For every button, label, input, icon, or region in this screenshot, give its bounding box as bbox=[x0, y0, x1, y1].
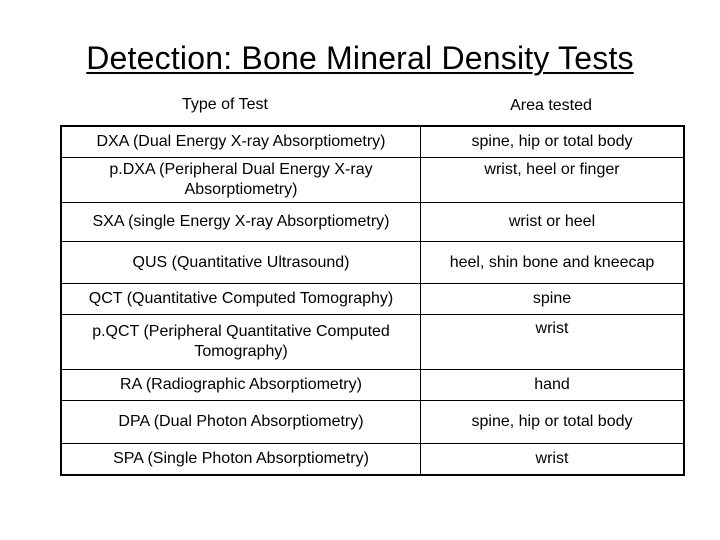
table-row bbox=[61, 203, 684, 242]
table-row bbox=[61, 242, 684, 284]
test-type-cell: QCT (Quantitative Computed Tomography) bbox=[61, 284, 421, 315]
test-type-cell: QUS (Quantitative Ultrasound) bbox=[61, 242, 421, 284]
table-row bbox=[61, 158, 684, 203]
bone-density-tests-table bbox=[60, 125, 685, 476]
table-row bbox=[61, 401, 684, 444]
page-title: Detection: Bone Mineral Density Tests bbox=[86, 40, 634, 76]
area-tested-cell: wrist or heel bbox=[421, 203, 685, 242]
area-tested-cell: wrist bbox=[421, 315, 685, 370]
area-tested-cell: spine, hip or total body bbox=[421, 126, 685, 158]
table-row bbox=[61, 126, 684, 158]
test-type-cell: p.DXA (Peripheral Dual Energy X-ray Absorptiometry) bbox=[61, 158, 421, 203]
area-tested-cell: heel, shin bone and kneecap bbox=[421, 242, 685, 284]
table-row bbox=[61, 370, 684, 401]
table-row bbox=[61, 284, 684, 315]
column-header-type: Type of Test bbox=[182, 96, 268, 113]
column-header-area: Area tested bbox=[510, 97, 592, 114]
test-type-cell: p.QCT (Peripheral Quantitative Computed Tomography) bbox=[61, 315, 421, 370]
test-type-cell: DPA (Dual Photon Absorptiometry) bbox=[61, 401, 421, 444]
test-type-cell: SXA (single Energy X-ray Absorptiometry) bbox=[61, 203, 421, 242]
area-tested-cell: hand bbox=[421, 370, 685, 401]
test-type-cell: DXA (Dual Energy X-ray Absorptiometry) bbox=[61, 126, 421, 158]
table-row bbox=[61, 315, 684, 370]
area-tested-cell: wrist, heel or finger bbox=[421, 158, 685, 203]
test-type-cell: RA (Radiographic Absorptiometry) bbox=[61, 370, 421, 401]
area-tested-cell: spine, hip or total body bbox=[421, 401, 685, 444]
area-tested-cell: spine bbox=[421, 284, 685, 315]
test-type-cell: SPA (Single Photon Absorptiometry) bbox=[61, 444, 421, 476]
area-tested-cell: wrist bbox=[421, 444, 685, 476]
table-row bbox=[61, 444, 684, 476]
